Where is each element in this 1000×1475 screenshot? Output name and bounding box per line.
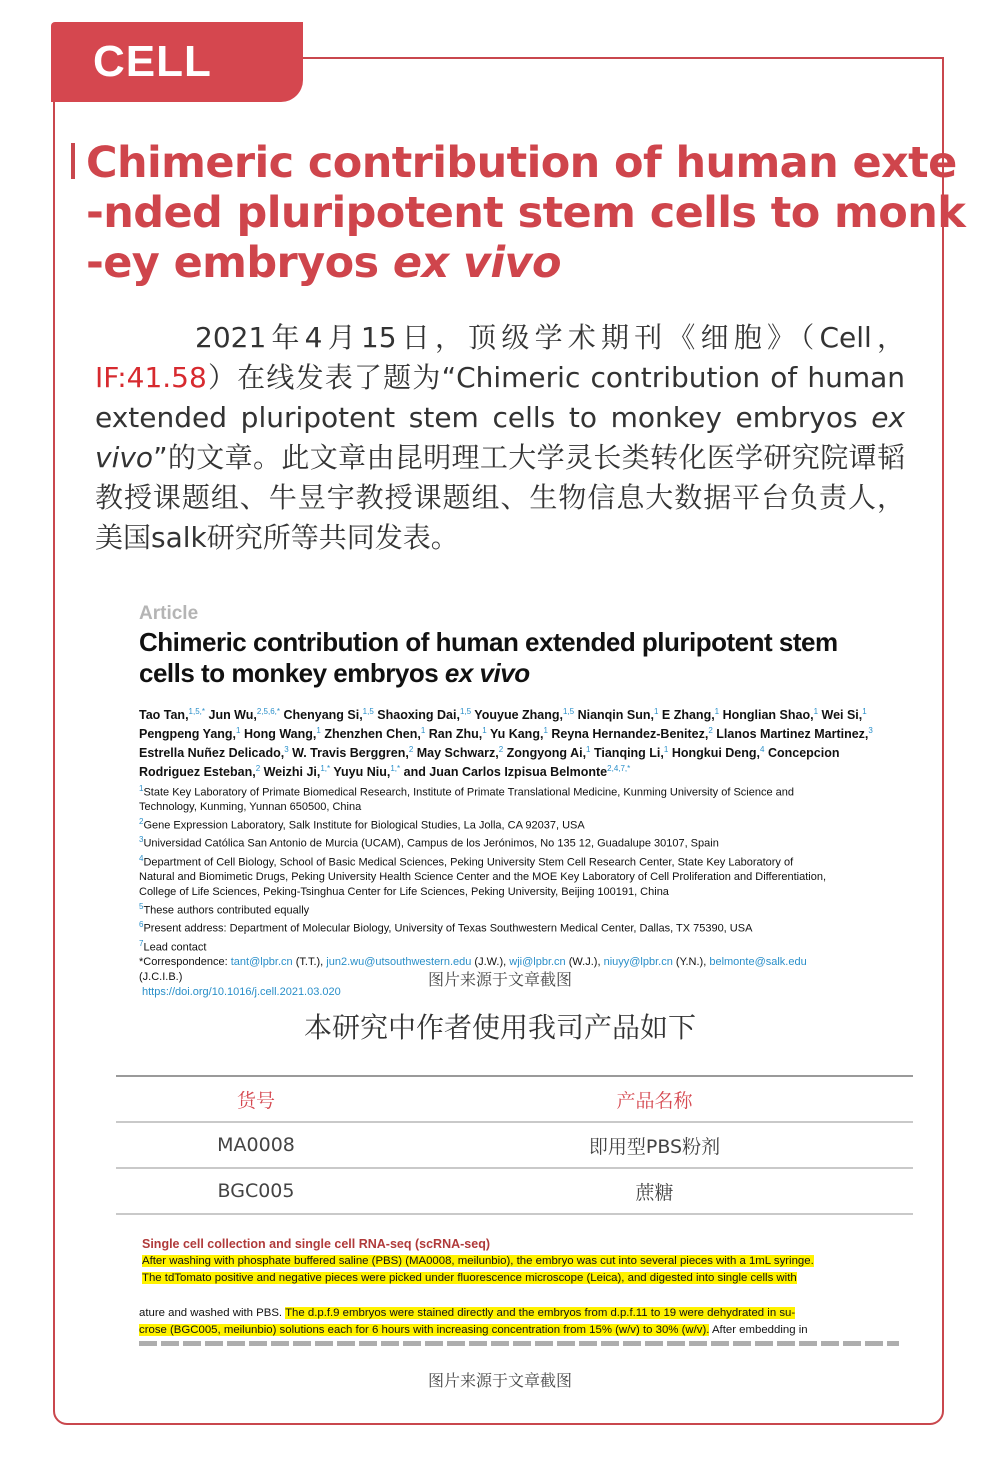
table-row xyxy=(116,1169,913,1215)
excerpt-cut-line xyxy=(139,1341,899,1346)
cell-sku: BGC005 xyxy=(217,1180,295,1202)
article-title: Chimeric contribution of human extended pluripotent stem cells to monkey embryos ex vivo xyxy=(139,627,838,688)
table-header-row xyxy=(116,1075,913,1123)
excerpt-paragraph-1: After washing with phosphate buffered saline (PBS) (MA0008, meilunbio), the embryo was cut into several pieces with a 1mL syringe. The tdTomato positive and negative pieces were picked under fluorescence microscope (Leica), and digested into single cells with xyxy=(142,1255,814,1284)
table-row xyxy=(116,1123,913,1169)
image-caption-2: 图片来源于文章截图 xyxy=(427,1371,572,1390)
header-product-name: 产品名称 xyxy=(616,1089,693,1112)
article-doi-link[interactable]: https://doi.org/10.1016/j.cell.2021.03.020 xyxy=(142,985,341,998)
title-line-2: -nded pluripotent stem cells to monk xyxy=(86,188,966,238)
article-screenshot xyxy=(139,603,899,1000)
article-label: Article xyxy=(139,603,199,624)
products-heading: 本研究中作者使用我司产品如下 xyxy=(303,1011,696,1044)
image-caption-1: 图片来源于文章截图 xyxy=(427,970,572,989)
journal-tag: CELL xyxy=(51,22,303,102)
article-authors: Tao Tan,$^{1,5,*}$ Jun Wu,$^{2,5,6,*}$ Chenyang Si,$^{1,5}$ Shaoxing Dai,$^{1,5}$ Youyue Zhang,$^{1,5}$ Nianqin Sun,$^1$ E Zhang,$^1$ Honglian Shao,$^1$ Wei Si,$^1$ Pengpeng Yang,$^1$ Hong Wang,$^1$ Zhenzhen Chen,$^1$ Ran Zhu,$^1$ Yu Kang,$^1$ Reyna Hernandez-Benitez,$^2$ Llanos Martinez Martinez,$^3$ Estrella Nuñez Delicado,$^3$ W. Travis Berggren,$^2$ May Schwarz,$^2$ Zongyong Ai,$^1$ Tianqing Li,$^1$ Hongkui Deng,$^4$ Concepcion Rodriguez Esteban,$^2$ Weizhi Ji,$^{1,*}$ Yuyu Niu,$^{1,*}$ and Juan Carlos Izpisua Belmonte$^{2,4,7,*}$ xyxy=(139,707,873,780)
methods-excerpt xyxy=(139,1236,899,1346)
intro-paragraph: 2021年4月15日，顶级学术期刊《细胞》（Cell，IF:41.58）在线发表了题为“Chimeric contribution of human extended pluripotent stem cells to monkey embryos ex vivo”的文章。此文章由昆明理工大学灵长类转化医学研究院谭韬教授课题组、牛昱宇教授课题组、生物信息大数据平台负责人，美国salk研究所等共同发表。 xyxy=(95,321,905,554)
page-title xyxy=(86,138,966,288)
excerpt-paragraph-2: ature and washed with PBS. The d.p.f.9 embryos were stained directly and the embryos from d.p.f.11 to 19 were dehydrated in su- crose (BGC005, meilunbio) solutions each for 6 hours with increasing concentration from 15% (w/v) to 30% (w/v). After embedding in xyxy=(139,1307,808,1336)
cell-product-name: 蔗糖 xyxy=(635,1181,674,1204)
article-affiliations: $^1$State Key Laboratory of Primate Biomedical Research, Institute of Primate Translational Medicine, Kunming University of Science and Technology, Kunming, Yunnan 650500, China $^2$Gene Expression Laboratory, Salk Institute for Biological Studies, La Jolla, CA 92037, USA $^3$Universidad Católica San Antonio de Murcia (UCAM), Campus de los Jerónimos, No 135 12, Guadalupe 30107, Spain $^4$Department of Cell Biology, School of Basic Medical Sciences, Peking University Stem Cell Research Center, State Key Laboratory of Natural and Biomimetic Drugs, Peking University Health Science Center and the MOE Key Laboratory of Cell Proliferation and Differentiation, College of Life Sciences, Peking-Tsinghua Center for Life Sciences, Peking University, Beijing 100191, China $^5$These authors contributed equally $^6$Present address: Department of Molecular Biology, University of Texas Southwestern Medical Center, Dallas, TX 75390, USA $^7$Lead contact *Correspondence: tant@lpbr.cn (T.T.), jun2.wu@utsouthwestern.edu (J.W.), wji@lpbr.cn (W.J.), niuyy@lpbr.cn (Y.N.), belmonte@salk.edu (J.C.I.B.) xyxy=(139,783,827,983)
cell-sku: MA0008 xyxy=(217,1134,295,1156)
excerpt-heading: Single cell collection and single cell RNA-seq (scRNA-seq) xyxy=(142,1237,490,1251)
title-line-3: -ey embryos ex vivo xyxy=(86,238,561,288)
title-line-1: Chimeric contribution of human exte xyxy=(86,138,957,188)
header-sku: 货号 xyxy=(236,1089,275,1112)
title-accent-bar xyxy=(71,143,75,179)
impact-factor: IF:41.58 xyxy=(95,361,207,394)
cell-product-name: 即用型PBS粉剂 xyxy=(588,1135,721,1158)
products-table xyxy=(116,1075,913,1215)
